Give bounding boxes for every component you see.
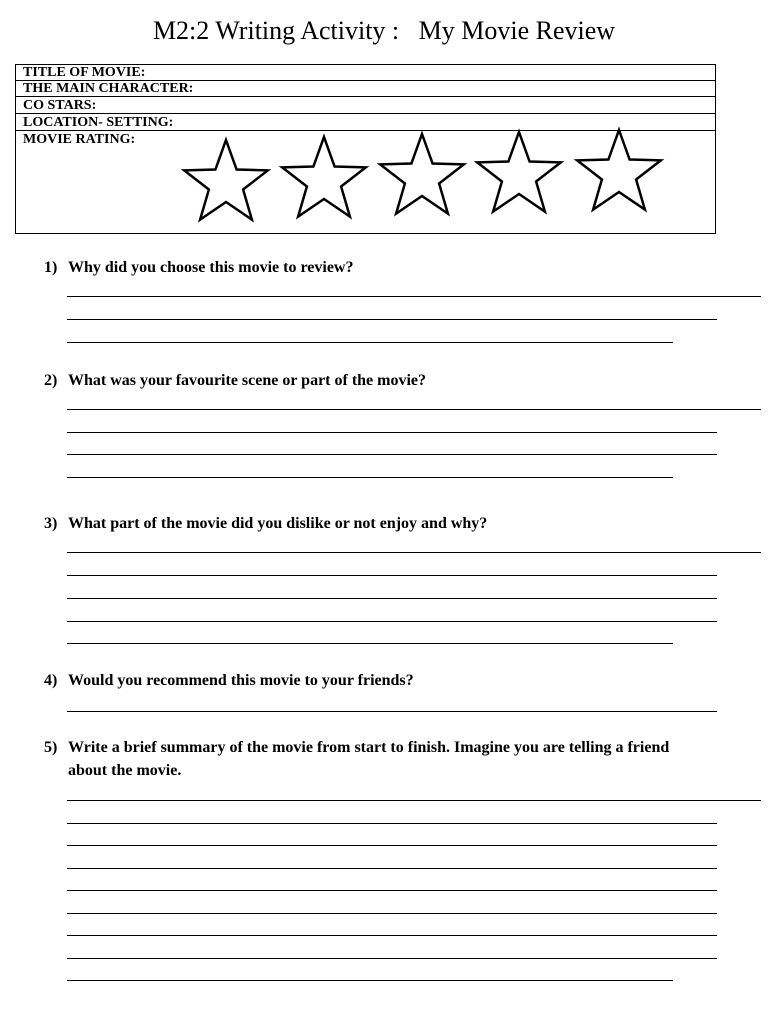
question-1-text: Why did you choose this movie to review? [68, 259, 354, 276]
question-5-text: Write a brief summary of the movie from start to finish. Imagine you are telling a friend about the movie. [68, 739, 670, 779]
question-3-text: What part of the movie did you dislike or not enjoy and why? [68, 515, 488, 532]
question-5-number: 5) [44, 739, 58, 756]
answer-line-1-2[interactable] [67, 319, 717, 320]
answer-line-5-4[interactable] [67, 868, 717, 869]
question-3-number: 3) [44, 515, 58, 532]
answer-line-5-7[interactable] [67, 935, 717, 936]
question-4-text: Would you recommend this movie to your friends? [68, 672, 414, 689]
co-stars-label: CO STARS: [23, 98, 97, 113]
answer-line-5-1[interactable] [67, 800, 761, 801]
answer-line-5-2[interactable] [67, 823, 717, 824]
main-character-label: THE MAIN CHARACTER: [23, 81, 194, 96]
rating-star-1-icon[interactable] [184, 140, 268, 220]
answer-line-3-5[interactable] [67, 643, 673, 644]
answer-line-1-3[interactable] [67, 342, 673, 343]
answer-line-5-3[interactable] [67, 845, 717, 846]
answer-line-3-2[interactable] [67, 575, 717, 576]
rating-star-3-icon[interactable] [380, 134, 464, 214]
answer-line-5-5[interactable] [67, 890, 717, 891]
question-2-number: 2) [44, 372, 58, 389]
answer-line-2-2[interactable] [67, 432, 717, 433]
answer-line-2-3[interactable] [67, 454, 717, 455]
answer-line-3-4[interactable] [67, 621, 717, 622]
answer-line-3-1[interactable] [67, 552, 761, 553]
question-1-number: 1) [44, 259, 58, 276]
answer-line-2-4[interactable] [67, 477, 673, 478]
answer-line-5-8[interactable] [67, 958, 717, 959]
movie-info-box [15, 64, 716, 234]
rating-star-5-icon[interactable] [577, 130, 661, 210]
answer-line-3-3[interactable] [67, 598, 717, 599]
answer-line-1-1[interactable] [67, 296, 761, 297]
rating-star-4-icon[interactable] [477, 132, 561, 212]
location-setting-label: LOCATION- SETTING: [23, 115, 174, 130]
question-4-number: 4) [44, 672, 58, 689]
rating-stars [16, 65, 715, 233]
answer-line-5-6[interactable] [67, 913, 717, 914]
title-of-movie-label: TITLE OF MOVIE: [23, 65, 146, 80]
rating-star-2-icon[interactable] [282, 137, 366, 217]
movie-rating-label: MOVIE RATING: [23, 132, 136, 147]
page-title: M2:2 Writing Activity : My Movie Review [152, 16, 616, 45]
question-2-text: What was your favourite scene or part of the movie? [68, 372, 427, 389]
answer-line-2-1[interactable] [67, 409, 761, 410]
answer-line-5-9[interactable] [67, 980, 673, 981]
answer-line-4-1[interactable] [67, 711, 717, 712]
